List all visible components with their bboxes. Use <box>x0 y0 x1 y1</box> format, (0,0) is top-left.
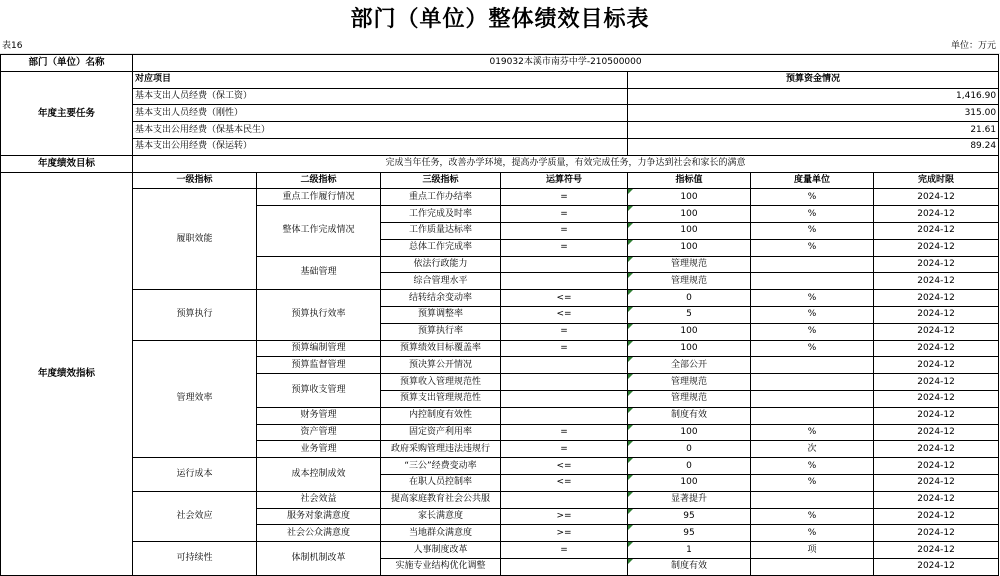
deadline: 2024-12 <box>874 542 999 559</box>
performance-table-body <box>1 55 999 576</box>
table-number: 表16 <box>2 41 23 51</box>
operator: = <box>501 239 628 256</box>
operator: <= <box>501 474 628 491</box>
measure-unit <box>751 357 874 374</box>
level3-indicator: 依法行政能力 <box>381 256 501 273</box>
indicator-value: 100 <box>628 222 751 239</box>
indicator-value: 管理规范 <box>628 390 751 407</box>
task-row <box>1 138 999 155</box>
indicator-value: 100 <box>628 189 751 206</box>
indicator-value: 全部公开 <box>628 357 751 374</box>
task-amount: 1,416.90 <box>628 88 999 105</box>
tasks-header-row <box>1 71 999 88</box>
indicators-label: 年度绩效指标 <box>1 172 133 575</box>
indicator-row <box>1 458 999 475</box>
indicator-col-op: 运算符号 <box>501 172 628 189</box>
level1-indicator: 社会效应 <box>133 491 257 541</box>
measure-unit: % <box>751 474 874 491</box>
deadline: 2024-12 <box>874 239 999 256</box>
level2-indicator: 社会效益 <box>257 491 381 508</box>
level3-indicator: 预算支出管理规范性 <box>381 390 501 407</box>
operator: <= <box>501 458 628 475</box>
level3-indicator: 工作完成及时率 <box>381 206 501 223</box>
level2-indicator: 财务管理 <box>257 407 381 424</box>
goal-row <box>1 155 999 172</box>
goal-label: 年度绩效目标 <box>1 155 133 172</box>
indicator-value: 95 <box>628 525 751 542</box>
measure-unit: % <box>751 290 874 307</box>
measure-unit: % <box>751 239 874 256</box>
measure-unit <box>751 256 874 273</box>
task-item: 基本支出人员经费（刚性） <box>133 105 628 122</box>
operator: = <box>501 222 628 239</box>
indicator-value: 100 <box>628 474 751 491</box>
level3-indicator: 实施专业结构优化调整 <box>381 558 501 575</box>
operator <box>501 374 628 391</box>
deadline: 2024-12 <box>874 525 999 542</box>
deadline: 2024-12 <box>874 357 999 374</box>
operator: = <box>501 340 628 357</box>
level1-indicator: 运行成本 <box>133 458 257 492</box>
level3-indicator: 预算收入管理规范性 <box>381 374 501 391</box>
measure-unit: 项 <box>751 542 874 559</box>
level3-indicator: 预算执行率 <box>381 323 501 340</box>
measure-unit: % <box>751 525 874 542</box>
measure-unit: % <box>751 458 874 475</box>
indicator-value: 0 <box>628 458 751 475</box>
level3-indicator: 预决算公开情况 <box>381 357 501 374</box>
measure-unit: 次 <box>751 441 874 458</box>
level3-indicator: 工作质量达标率 <box>381 222 501 239</box>
level3-indicator: 人事制度改革 <box>381 542 501 559</box>
indicator-value: 管理规范 <box>628 273 751 290</box>
operator: = <box>501 542 628 559</box>
task-item: 基本支出公用经费（保运转） <box>133 138 628 155</box>
level2-indicator: 体制机制改革 <box>257 542 381 576</box>
indicator-value: 0 <box>628 441 751 458</box>
indicator-header-row <box>1 172 999 189</box>
deadline: 2024-12 <box>874 256 999 273</box>
tasks-label: 年度主要任务 <box>1 71 133 155</box>
operator: = <box>501 323 628 340</box>
level3-indicator: 总体工作完成率 <box>381 239 501 256</box>
indicator-value: 显著提升 <box>628 491 751 508</box>
measure-unit: % <box>751 340 874 357</box>
measure-unit: % <box>751 306 874 323</box>
operator: <= <box>501 290 628 307</box>
deadline: 2024-12 <box>874 374 999 391</box>
level2-indicator: 预算监督管理 <box>257 357 381 374</box>
deadline: 2024-12 <box>874 222 999 239</box>
deadline: 2024-12 <box>874 290 999 307</box>
deadline: 2024-12 <box>874 390 999 407</box>
measure-unit <box>751 390 874 407</box>
task-row <box>1 122 999 139</box>
unit-label: 单位：万元 <box>950 41 996 51</box>
operator: >= <box>501 508 628 525</box>
level3-indicator: 综合管理水平 <box>381 273 501 290</box>
deadline: 2024-12 <box>874 474 999 491</box>
level2-indicator: 预算执行效率 <box>257 290 381 340</box>
deadline: 2024-12 <box>874 323 999 340</box>
measure-unit <box>751 407 874 424</box>
deadline: 2024-12 <box>874 491 999 508</box>
indicator-value: 100 <box>628 323 751 340</box>
performance-table <box>0 54 999 576</box>
measure-unit: % <box>751 508 874 525</box>
operator: = <box>501 424 628 441</box>
indicator-col-l1: 一级指标 <box>133 172 257 189</box>
deadline: 2024-12 <box>874 424 999 441</box>
level2-indicator: 业务管理 <box>257 441 381 458</box>
level3-indicator: 预算调整率 <box>381 306 501 323</box>
page-title: 部门（单位）整体绩效目标表 <box>350 7 650 32</box>
indicator-value: 5 <box>628 306 751 323</box>
deadline: 2024-12 <box>874 441 999 458</box>
deadline: 2024-12 <box>874 558 999 575</box>
operator: = <box>501 189 628 206</box>
operator <box>501 256 628 273</box>
indicator-value: 制度有效 <box>628 407 751 424</box>
level3-indicator: 当地群众满意度 <box>381 525 501 542</box>
level3-indicator: 在职人员控制率 <box>381 474 501 491</box>
indicator-value: 0 <box>628 290 751 307</box>
tasks-item-header: 对应项目 <box>133 71 628 88</box>
deadline: 2024-12 <box>874 206 999 223</box>
measure-unit: % <box>751 222 874 239</box>
measure-unit: % <box>751 189 874 206</box>
level3-indicator: 内控制度有效性 <box>381 407 501 424</box>
deadline: 2024-12 <box>874 458 999 475</box>
indicator-row <box>1 189 999 206</box>
deadline: 2024-12 <box>874 273 999 290</box>
operator <box>501 407 628 424</box>
level2-indicator: 预算编制管理 <box>257 340 381 357</box>
dept-label: 部门（单位）名称 <box>1 55 133 72</box>
level3-indicator: 预算绩效目标覆盖率 <box>381 340 501 357</box>
task-amount: 315.00 <box>628 105 999 122</box>
deadline: 2024-12 <box>874 508 999 525</box>
deadline: 2024-12 <box>874 407 999 424</box>
indicator-value: 100 <box>628 239 751 256</box>
measure-unit <box>751 273 874 290</box>
indicator-value: 100 <box>628 340 751 357</box>
task-row <box>1 88 999 105</box>
indicator-col-value: 指标值 <box>628 172 751 189</box>
operator: = <box>501 206 628 223</box>
deadline: 2024-12 <box>874 340 999 357</box>
task-item: 基本支出人员经费（保工资） <box>133 88 628 105</box>
indicator-value: 100 <box>628 424 751 441</box>
indicator-col-l3: 三级指标 <box>381 172 501 189</box>
task-item: 基本支出公用经费（保基本民生） <box>133 122 628 139</box>
deadline: 2024-12 <box>874 189 999 206</box>
level2-indicator: 重点工作履行情况 <box>257 189 381 206</box>
level1-indicator: 可持续性 <box>133 542 257 576</box>
measure-unit <box>751 491 874 508</box>
measure-unit: % <box>751 323 874 340</box>
level2-indicator: 基础管理 <box>257 256 381 290</box>
level3-indicator: 固定资产利用率 <box>381 424 501 441</box>
level2-indicator: 社会公众满意度 <box>257 525 381 542</box>
level3-indicator: 重点工作办结率 <box>381 189 501 206</box>
level2-indicator: 服务对象满意度 <box>257 508 381 525</box>
operator <box>501 273 628 290</box>
indicator-value: 95 <box>628 508 751 525</box>
level3-indicator: 家长满意度 <box>381 508 501 525</box>
indicator-row <box>1 491 999 508</box>
level1-indicator: 履职效能 <box>133 189 257 290</box>
operator <box>501 390 628 407</box>
operator <box>501 558 628 575</box>
level2-indicator: 成本控制成效 <box>257 458 381 492</box>
indicator-row <box>1 542 999 559</box>
indicator-col-deadline: 完成时限 <box>874 172 999 189</box>
operator <box>501 357 628 374</box>
level3-indicator: “三公”经费变动率 <box>381 458 501 475</box>
operator <box>501 491 628 508</box>
level3-indicator: 政府采购管理违法违规行 <box>381 441 501 458</box>
task-amount: 89.24 <box>628 138 999 155</box>
operator: = <box>501 441 628 458</box>
level3-indicator: 结转结余变动率 <box>381 290 501 307</box>
measure-unit <box>751 558 874 575</box>
indicator-row <box>1 340 999 357</box>
indicator-value: 管理规范 <box>628 256 751 273</box>
measure-unit: % <box>751 206 874 223</box>
indicator-col-l2: 二级指标 <box>257 172 381 189</box>
deadline: 2024-12 <box>874 306 999 323</box>
level2-indicator: 整体工作完成情况 <box>257 206 381 256</box>
operator: <= <box>501 306 628 323</box>
dept-row <box>1 55 999 72</box>
dept-value: 019032本溪市南芬中学-210500000 <box>133 55 999 72</box>
measure-unit <box>751 374 874 391</box>
task-amount: 21.61 <box>628 122 999 139</box>
task-row <box>1 105 999 122</box>
level2-indicator: 预算收支管理 <box>257 374 381 408</box>
goal-text: 完成当年任务，改善办学环境，提高办学质量，有效完成任务，力争达到社会和家长的满意 <box>133 155 999 172</box>
indicator-value: 制度有效 <box>628 558 751 575</box>
measure-unit: % <box>751 424 874 441</box>
indicator-value: 管理规范 <box>628 374 751 391</box>
table-meta-row <box>0 40 1000 53</box>
level2-indicator: 资产管理 <box>257 424 381 441</box>
operator: >= <box>501 525 628 542</box>
indicator-row <box>1 290 999 307</box>
indicator-value: 1 <box>628 542 751 559</box>
level3-indicator: 提高家庭教育社会公共服 <box>381 491 501 508</box>
indicator-value: 100 <box>628 206 751 223</box>
level1-indicator: 管理效率 <box>133 340 257 458</box>
indicator-col-unit: 度量单位 <box>751 172 874 189</box>
level1-indicator: 预算执行 <box>133 290 257 340</box>
tasks-budget-header: 预算资金情况 <box>628 71 999 88</box>
